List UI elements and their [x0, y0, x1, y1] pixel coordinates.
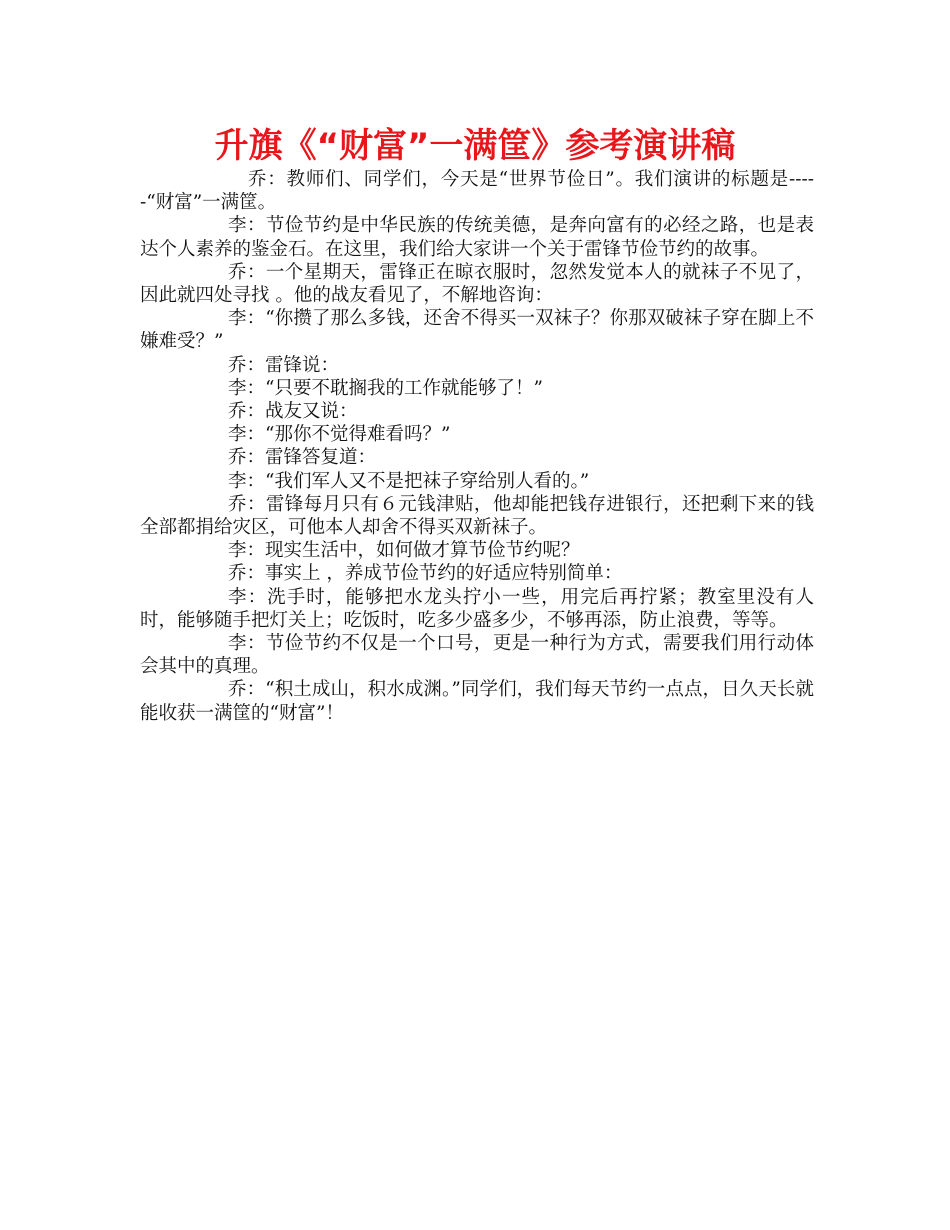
paragraph: 李：“只要不耽搁我的工作就能够了！” — [228, 377, 543, 399]
paragraph: 乔：雷锋每月只有６元钱津贴，他却能把钱存进银行，还把剩下来的钱全部都捐给灾区，可他本人却舍不得买双新袜子。 — [140, 493, 814, 539]
paragraph: 李：节俭节约不仅是一个口号，更是一种行为方式，需要我们用行动体会其中的真理。 — [140, 633, 814, 678]
document-body — [140, 168, 814, 725]
paragraph: 乔：教师们、同学们，今天是“世界节俭日”。我们演讲的标题是-----“财富”一满筐。 — [140, 169, 814, 214]
paragraph: 乔：战友又说： — [228, 401, 358, 423]
paragraph: 乔：“积土成山，积水成渊。”同学们，我们每天节约一点点，日久天长就能收获一满筐的“财富”！ — [140, 679, 814, 724]
paragraph: 李：“我们军人又不是把袜子穿给别人看的。” — [228, 470, 590, 492]
paragraph: 李：节俭节约是中华民族的传统美德，是奔向富有的必经之路，也是表达个人素养的鉴金石。在这里，我们给大家讲一个关于雷锋节俭节约的故事。 — [140, 215, 814, 260]
document-title: 升旗《“财富”一满筐》参考演讲稿 — [214, 126, 736, 166]
paragraph: 李：“那你不觉得难看吗？” — [228, 424, 451, 446]
paragraph: 乔：雷锋答复道： — [228, 447, 377, 469]
paragraph: 李：洗手时，能够把水龙头拧小一些，用完后再拧紧；教室里没有人时，能够随手把灯关上；吃饭时，吃多少盛多少，不够再添，防止浪费，等等。 — [140, 586, 814, 631]
paragraph: 乔：雷锋说： — [228, 354, 340, 376]
paragraph: 乔：事实上 ，养成节俭节约的好适应特别简单： — [228, 563, 623, 585]
paragraph: 李：“你攒了那么多钱，还舍不得买一双袜子？你那双破袜子穿在脚上不嫌难受？” — [140, 308, 814, 353]
paragraph: 李：现实生活中，如何做才算节俭节约呢？ — [228, 540, 580, 562]
paragraph: 乔：一个星期天，雷锋正在晾衣服时，忽然发觉本人的就袜子不见了，因此就四处寻找 。他的战友看见了，不解地咨询： — [140, 261, 814, 307]
